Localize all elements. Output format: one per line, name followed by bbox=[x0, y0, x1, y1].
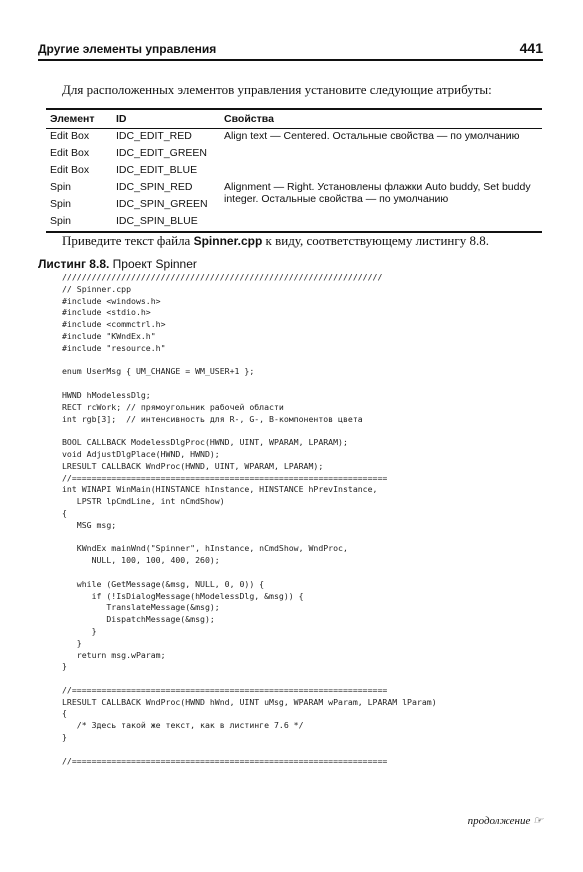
cell-properties: Alignment — Right. Установлены флажки Auto buddy, Set buddy integer. Остальные свойства — по умолчанию bbox=[220, 180, 542, 232]
code-line bbox=[62, 744, 522, 756]
page-number: 441 bbox=[519, 40, 543, 56]
cell-id: IDC_EDIT_BLUE bbox=[116, 164, 198, 176]
code-line: { bbox=[62, 507, 67, 518]
code-line: LPSTR lpCmdLine, int nCmdShow) bbox=[62, 496, 225, 507]
code-line: // Spinner.cpp bbox=[62, 283, 132, 294]
listing-intro-text-end: к виду, соответствующему листингу 8.8. bbox=[262, 233, 489, 248]
cell-id: IDC_EDIT_GREEN bbox=[116, 147, 208, 159]
intro-paragraph: Для расположенных элементов управления установите следующие атрибуты: bbox=[62, 82, 492, 97]
column-header-element: Элемент bbox=[46, 109, 112, 129]
code-line: KWndEx mainWnd("Spinner", hInstance, nCmdShow, WndProc, bbox=[62, 543, 348, 554]
listing-title: Проект Spinner bbox=[112, 257, 197, 271]
code-line: #include <commctrl.h> bbox=[62, 319, 166, 330]
listing-caption bbox=[38, 257, 197, 271]
attributes-table bbox=[46, 108, 542, 233]
code-line: int rgb[3]; // интенсивность для R-, G-, B-компонентов цвета bbox=[62, 413, 363, 424]
code-line: } bbox=[62, 661, 67, 672]
code-line: int WINAPI WinMain(HINSTANCE hInstance, HINSTANCE hPrevInstance, bbox=[62, 484, 378, 495]
table-header-row bbox=[46, 109, 542, 129]
code-line bbox=[62, 567, 522, 579]
cell-id: IDC_SPIN_RED bbox=[116, 181, 193, 193]
code-line: ///////////////////////////////////////////////////////////////// bbox=[62, 272, 383, 282]
code-line: //================================================================ bbox=[62, 472, 388, 483]
code-line: if (!IsDialogMessage(hModelessDlg, &msg)) { bbox=[62, 590, 304, 601]
cell-element: Edit Box bbox=[50, 147, 90, 159]
code-line bbox=[62, 673, 522, 685]
table-row bbox=[46, 180, 542, 197]
cell-element: Spin bbox=[50, 198, 72, 210]
code-line: LRESULT CALLBACK WndProc(HWND hWnd, UINT uMsg, WPARAM wParam, LPARAM lParam) bbox=[62, 696, 437, 707]
code-line: } bbox=[62, 732, 67, 743]
code-line: } bbox=[62, 637, 82, 648]
listing-intro-text-start: Приведите текст файла bbox=[62, 233, 194, 248]
section-title: Другие элементы управления bbox=[38, 42, 217, 56]
column-header-properties: Свойства bbox=[220, 109, 542, 129]
cell-id: IDC_EDIT_RED bbox=[116, 130, 192, 142]
code-line bbox=[62, 378, 522, 390]
running-header bbox=[38, 40, 543, 61]
cell-element: Edit Box bbox=[50, 164, 90, 176]
code-line: /* Здесь такой же текст, как в листинге 7.6 */ bbox=[62, 720, 304, 731]
code-line: TranslateMessage(&msg); bbox=[62, 602, 220, 613]
cell-id: IDC_SPIN_BLUE bbox=[112, 214, 220, 232]
code-line: #include "KWndEx.h" bbox=[62, 330, 156, 341]
cell-element: Edit Box bbox=[50, 130, 90, 142]
code-line: HWND hModelessDlg; bbox=[62, 389, 151, 400]
cell-element: Spin bbox=[50, 181, 72, 193]
code-line: //================================================================ bbox=[62, 755, 388, 766]
cell-element: Spin bbox=[46, 214, 112, 232]
code-line: } bbox=[62, 625, 97, 636]
code-line: #include <windows.h> bbox=[62, 295, 161, 306]
code-line: void AdjustDlgPlace(HWND, HWND); bbox=[62, 448, 220, 459]
code-line: return msg.wParam; bbox=[62, 649, 166, 660]
cell-properties: Align text — Centered. Остальные свойства — по умолчанию bbox=[224, 130, 520, 142]
cell-id: IDC_SPIN_GREEN bbox=[116, 198, 208, 210]
code-line: //================================================================ bbox=[62, 684, 388, 695]
code-line bbox=[62, 532, 522, 544]
file-name: Spinner.cpp bbox=[193, 234, 263, 248]
code-line: enum UserMsg { UM_CHANGE = WM_USER+1 }; bbox=[62, 366, 255, 377]
column-header-id: ID bbox=[112, 109, 220, 129]
code-line bbox=[62, 355, 522, 367]
code-line: while (GetMessage(&msg, NULL, 0, 0)) { bbox=[62, 578, 265, 589]
listing-number: Листинг 8.8. bbox=[38, 257, 110, 271]
code-line: BOOL CALLBACK ModelessDlgProc(HWND, UINT, WPARAM, LPARAM); bbox=[62, 437, 348, 448]
listing-intro-paragraph bbox=[62, 233, 542, 249]
code-listing bbox=[62, 272, 522, 767]
code-line: #include <stdio.h> bbox=[62, 307, 151, 318]
code-line: NULL, 100, 100, 400, 260); bbox=[62, 555, 220, 566]
continued-note: продолжение ☞ bbox=[467, 815, 543, 827]
code-line: LRESULT CALLBACK WndProc(HWND, UINT, WPARAM, LPARAM); bbox=[62, 460, 324, 471]
code-line: MSG msg; bbox=[62, 519, 117, 530]
table-row bbox=[46, 129, 542, 147]
code-line: { bbox=[62, 708, 67, 719]
code-line: RECT rcWork; // прямоугольник рабочей области bbox=[62, 401, 284, 412]
code-line: DispatchMessage(&msg); bbox=[62, 614, 215, 625]
code-line bbox=[62, 425, 522, 437]
code-line: #include "resource.h" bbox=[62, 342, 166, 353]
